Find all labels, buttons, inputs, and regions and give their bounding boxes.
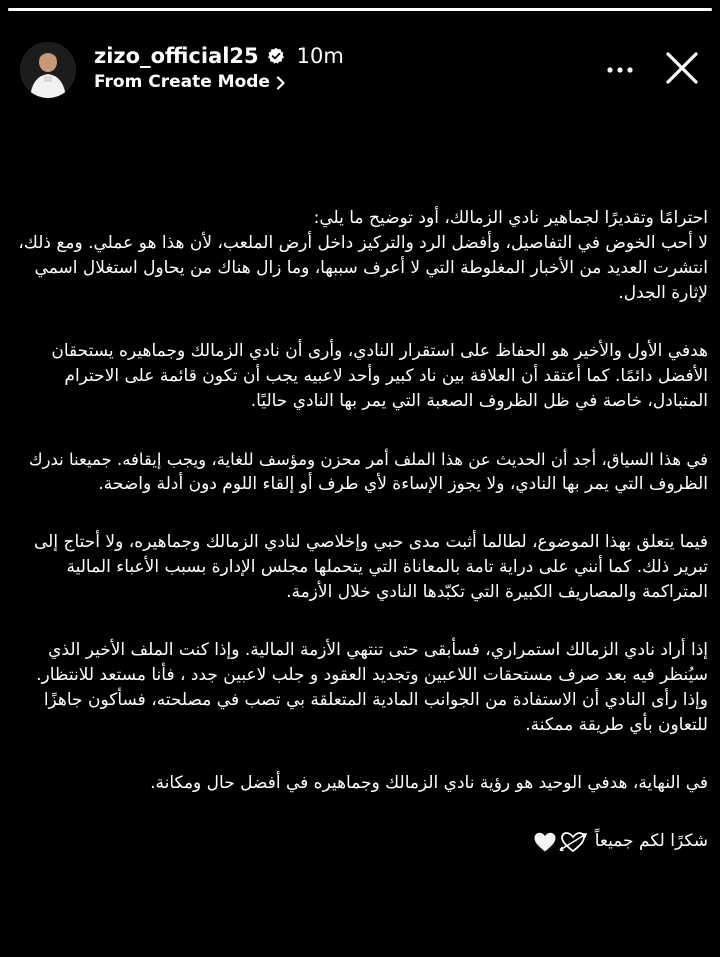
- story-progress-fill: [8, 8, 712, 11]
- text-line: الظروف التي يمر بها النادي، ولا يجوز الإساءة لأي طرف أو إلقاء اللوم دون أدلة واضحة.: [98, 474, 708, 494]
- text-line: المتراكمة والمصاريف الكبيرة التي تكبّدها النادي خلال الأزمة.: [286, 582, 708, 602]
- username-row: [94, 44, 344, 68]
- text-line: لإثارة الجدل.: [618, 283, 708, 303]
- post-time: 10m: [296, 44, 344, 68]
- text-line: انتشرت العديد من الأخبار المغلوطة التي لا أعرف سببها، وما زال هناك من يحاول استغلال اسمي: [34, 258, 708, 278]
- story-text: [12, 206, 708, 854]
- text-line: وإذا رأى النادي أن الاستفادة من الجوانب المادية المتعلقة بي تصب في مصلحته، فسأكون جاهزًا: [43, 690, 708, 710]
- chevron-right-icon: [276, 75, 286, 89]
- text-line: تبرير ذلك. كما أنني على دراية تامة بالمعاناة التي يتحملها مجلس الإدارة بسبب الأعباء المالية: [66, 557, 708, 577]
- white-heart-icon: [533, 831, 557, 853]
- paragraph-6: [12, 771, 708, 796]
- text-line: للتعاون بأي طريقة ممكنة.: [525, 715, 708, 735]
- paragraph-3: [12, 447, 708, 497]
- story-header: [20, 38, 700, 102]
- more-options-icon[interactable]: [606, 56, 634, 84]
- text-line: لا أحب الخوض في التفاصيل، وأفضل الرد والتركيز داخل أرض الملعب، لأن هذا هو عملي. ومع ذلك،: [18, 233, 708, 253]
- avatar[interactable]: [20, 42, 76, 98]
- text-line: في هذا السياق، أجد أن الحديث عن هذا الملف أمر محزن ومؤسف للغاية، ويجب إيقافه. جميعنا ندرك: [28, 450, 708, 469]
- create-mode-label: From Create Mode: [94, 72, 270, 92]
- text-line: احترامًا وتقديرًا لجماهير نادي الزمالك، أود توضيح ما يلي:: [313, 208, 708, 228]
- text-line: هدفي الأول والأخير هو الحفاظ على استقرار النادي، وأرى أن نادي الزمالك وجماهيره يستحقان: [51, 341, 708, 361]
- closing-row: [12, 829, 708, 854]
- text-line: فيما يتعلق بهذا الموضوع، لطالما أثبت مدى حبي وإخلاصي لنادي الزمالك وجماهيره، ولا أحتاج إلى: [34, 532, 708, 552]
- heart-with-arrow-icon: [559, 830, 587, 854]
- paragraph-2: [12, 339, 708, 414]
- paragraph-1: [12, 206, 708, 306]
- paragraph-5: [12, 638, 708, 738]
- username[interactable]: zizo_official25: [94, 44, 259, 68]
- verified-badge-icon: [267, 47, 285, 65]
- story-progress-bar: [8, 8, 712, 11]
- text-line: سيُنظر فيه بعد صرف مستحقات اللاعبين وتجديد العقود و جلب لاعبين جدد ، فأنا مستعد للانتظار.: [36, 665, 708, 685]
- create-mode-link[interactable]: [94, 72, 286, 92]
- close-icon[interactable]: [664, 50, 700, 86]
- text-line: إذا أراد نادي الزمالك استمراري، فسأبقى حتى تنتهي الأزمة المالية. وإذا كنت الملف الأخير الذي: [48, 640, 708, 660]
- text-line: المتبادل، خاصة في ظل الظروف الصعبة التي يمر بها النادي حاليًا.: [250, 391, 708, 411]
- paragraph-4: [12, 530, 708, 605]
- text-line: في النهاية، هدفي الوحيد هو رؤية نادي الزمالك وجماهيره في أفضل حال ومكانة.: [150, 773, 708, 793]
- avatar-image: [20, 42, 76, 98]
- text-line: الأفضل دائمًا. كما أعتقد أن العلاقة بين ناد كبير وأحد لاعبيه يجب أن تكون قائمة على الاحترام: [64, 366, 708, 386]
- closing-text: شكرًا لكم جميعاً: [594, 831, 708, 851]
